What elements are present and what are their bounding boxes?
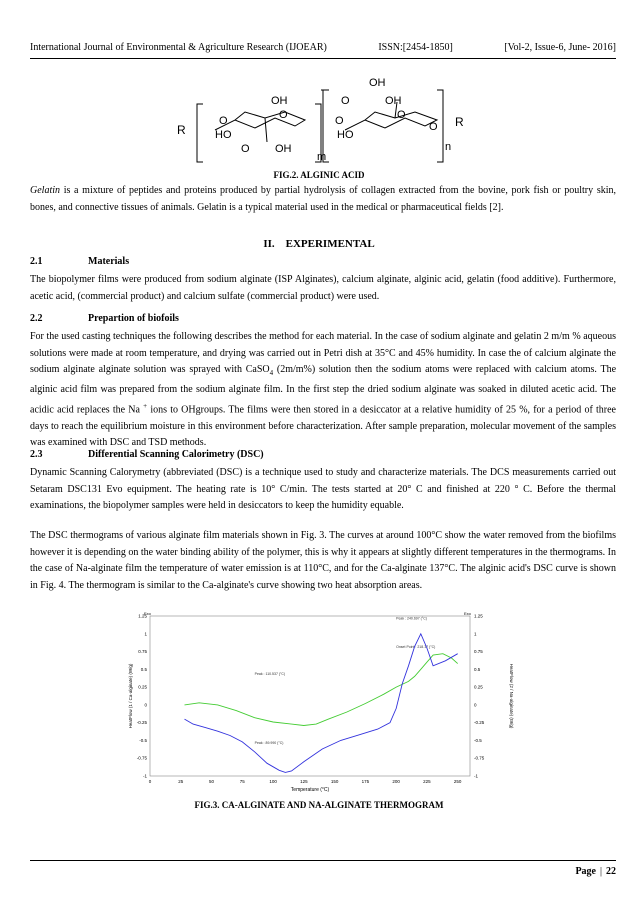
journal-header (30, 42, 616, 53)
y-right-tick-label: -0.75 (474, 755, 485, 761)
gelatin-paragraph (30, 183, 616, 216)
ring-oxygen-2: O (397, 109, 406, 121)
x-tick-label: 125 (300, 779, 308, 784)
subsection-number: 2.3 (30, 449, 43, 460)
figure3-caption: FIG.3. CA-ALGINATE AND NA-ALGINATE THERMOGRAM (194, 800, 444, 810)
page-separator: | (599, 866, 602, 877)
figure2-caption: FIG.2. ALGINIC ACID (273, 170, 365, 180)
thermogram-svg (120, 610, 520, 793)
na-alginate-curve (185, 634, 458, 773)
y-left-axis-label: HeatFlow (1 / Ca-alginate) (W/g) (128, 663, 133, 729)
subsection-title: Prepartion of biofoils (88, 313, 179, 324)
r-right-label: R (455, 115, 464, 129)
r-left-label: R (177, 123, 186, 137)
footer-rule (30, 860, 616, 861)
x-tick-label: 175 (361, 779, 370, 784)
y-left-tick-label: 0.75 (138, 649, 147, 655)
dsc-thermogram-chart (120, 610, 520, 793)
y-right-axis-label: HeatFlow (2 / Na-alginate) (W/g) (509, 663, 514, 729)
y-right-tick-label: 0.25 (474, 684, 483, 690)
carboxyl-o-2: O (341, 95, 350, 107)
subsection-2-3 (30, 449, 264, 460)
biofoils-text-3: ions to OHgroups. The films were then stored in a desiccator at a relative humidity of 25 %, for a period of three days to reach the equilibrium moisture in this environment before characterization. After sample preparation, molecular movement of the samples was examined with DSC and TSD methods. (30, 404, 616, 449)
oh-label-3: OH (369, 77, 386, 89)
y-right-tick-label: -0.25 (474, 720, 485, 726)
ring-oxygen-1: O (279, 109, 288, 121)
subsection-number: 2.1 (30, 256, 43, 267)
exo-right-legend: Exo (464, 611, 471, 616)
y-left-tick-label: 1 (144, 631, 147, 637)
peak-annotation: Peak : 240.697 (°C) (396, 616, 427, 621)
subsection-number: 2.2 (30, 313, 43, 324)
oh-bottom-label: OH (275, 143, 292, 155)
y-left-tick-label: -1 (142, 773, 147, 779)
y-left-tick-label: 0.25 (138, 684, 147, 690)
materials-paragraph: The biopolymer films were produced from sodium alginate (ISP Alginates), calcium alginate, alginic acid, gelatin (food additive). Furthermore, acetic acid, (commercial product) and calcium sulfate (commercial product) were used. (30, 274, 616, 302)
peak-annotation: Peak : 89.990 (°C) (254, 741, 284, 745)
x-tick-label: 25 (178, 779, 184, 784)
journal-title: International Journal of Environmental & Agriculture Research (IJOEAR) (30, 42, 327, 53)
subscript-m: m (317, 151, 327, 163)
header-rule (30, 58, 616, 59)
x-tick-label: 200 (392, 779, 400, 784)
ho-label-2: HO (337, 129, 354, 141)
gelatin-term: Gelatin (30, 185, 60, 196)
subsection-2-1 (30, 256, 129, 267)
ca-alginate-curve (185, 654, 458, 726)
o-right-label: O (429, 121, 438, 133)
peak-annotation: Onset Point : 218.17 (°C) (396, 645, 436, 649)
ho-label-1: HO (215, 129, 232, 141)
x-tick-label: 50 (209, 779, 215, 784)
section-numeral: II. (263, 238, 275, 250)
y-right-tick-label: 1.25 (474, 613, 483, 619)
x-tick-label: 100 (269, 779, 277, 784)
dsc-paragraph-1: Dynamic Scanning Calorymetry (abbreviated (DSC) is a technique used to study and characterize materials. The DCS measurements carried out Setaram DSC131 Evo equipment. The heating rate is 10° C/min. The tests started at 20° C and finished at 220 ° C. Before the thermal examinations, the biopolymer samples were held in desiccators to keep the humidity equable. (30, 467, 616, 511)
alginic-acid-structure (175, 72, 485, 177)
exo-left-legend: Exo (144, 611, 151, 616)
page-label: Page (575, 866, 596, 877)
y-left-tick-label: 1.25 (138, 613, 147, 619)
page-number-value: 22 (606, 866, 616, 877)
subsection-2-2 (30, 313, 179, 324)
journal-volume: [Vol-2, Issue-6, June- 2016] (504, 42, 616, 53)
x-tick-label: 0 (148, 779, 152, 784)
oh-label-2: OH (385, 95, 402, 107)
biofoils-text-2: (2m/m%) solution then the sodium atoms were replaced with calcium atoms. The alginic acid film was prepared from the sodium alginate film. In the first step the dried sodium alginate was soaked in diluted acetic acid. The acidic acid replaces the Na (30, 364, 617, 416)
biofoils-text-1: For the used casting techniques the following describes the method for each material. In the case of sodium alginate and gelatin 2 m/m % aqueous solutions were made at room temperature, and drying was carried out in Petri dish at 35°C and 45% humidity. In case the of calcium alginate the sodium alginate alginate solution was sprayed with CaSO (30, 331, 616, 375)
gelatin-text: is a mixture of peptides and proteins produced by partial hydrolysis of collagen extracted from the bovine, pork fish or poultry skin, bones, and connective tissues of animals. Gelatin is a typical material used in the medical or pharmaceutical fields [2]. (30, 185, 616, 213)
x-tick-label: 75 (239, 779, 245, 784)
oh-label-1: OH (271, 95, 288, 107)
y-right-tick-label: -0.5 (474, 737, 482, 743)
dsc-paragraph-2: The DSC thermograms of various alginate film materials shown in Fig. 3. The curves at around 100°C show the water removed from the biofilms however it is depending on the water binding ability of the polymer, this is why it appears at slightly different temperatures in the thermograms. In the case of Na-alginate film the temperature of water emission is at 110°C, and for the Ca-alginate 137°C. The alginic acid's DSC curve is shown in Fig. 4. The thermogram is similar to the Ca-alginate's curve showing two heat absorption areas. (30, 530, 616, 591)
subsection-title: Materials (88, 256, 130, 267)
structure-drawing (175, 72, 485, 177)
page-number (575, 866, 616, 877)
plot-frame (150, 616, 470, 776)
y-right-tick-label: 0 (474, 702, 477, 708)
y-left-tick-label: -0.5 (139, 737, 147, 743)
y-left-tick-label: -0.25 (136, 720, 147, 726)
y-left-tick-label: 0 (144, 702, 147, 708)
subsection-title: Differential Scanning Calorimetry (DSC) (88, 449, 264, 460)
y-right-tick-label: -1 (474, 773, 479, 779)
biofoils-superscript: + (143, 402, 148, 410)
y-right-tick-label: 0.5 (474, 666, 481, 672)
subscript-n: n (445, 141, 452, 153)
biofoils-subscript: 4 (269, 369, 274, 377)
section-heading (0, 238, 638, 250)
y-right-tick-label: 0.75 (474, 649, 483, 655)
o-link-label: O (335, 115, 344, 127)
x-tick-label: 150 (330, 779, 339, 784)
x-axis-label: Temperature (°C) (290, 787, 330, 793)
o-left-label: O (219, 115, 228, 127)
y-right-tick-label: 1 (474, 631, 477, 637)
journal-issn: ISSN:[2454-1850] (378, 42, 453, 53)
x-tick-label: 225 (423, 779, 431, 784)
y-left-tick-label: 0.5 (140, 666, 147, 672)
x-tick-label: 250 (453, 779, 462, 784)
section-title: EXPERIMENTAL (285, 238, 375, 250)
y-left-tick-label: -0.75 (136, 755, 147, 761)
biofoils-paragraph (30, 329, 616, 452)
peak-annotation: Peak : 110.537 (°C) (254, 672, 286, 677)
carboxyl-o-1: O (241, 143, 250, 155)
